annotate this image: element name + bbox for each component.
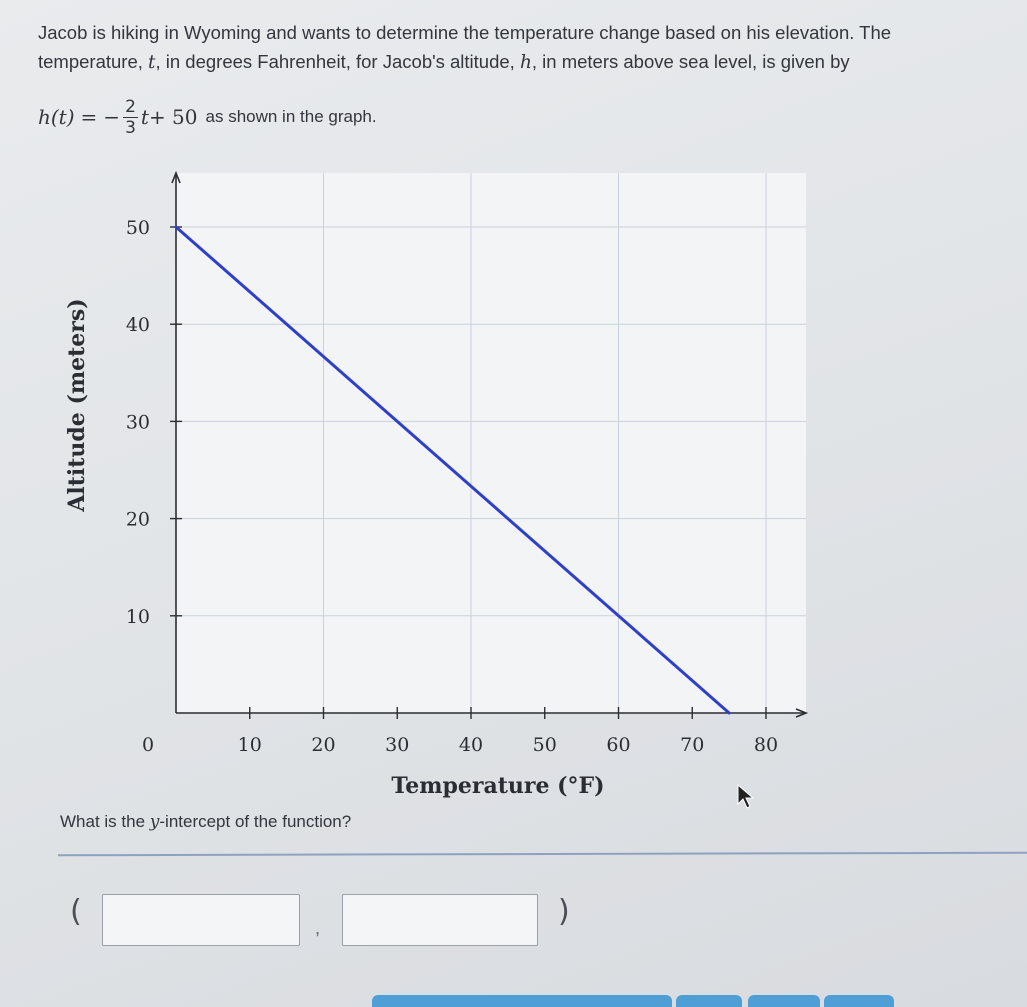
fraction-numerator: 2 (125, 96, 136, 117)
question-prompt (60, 812, 351, 832)
y-tick-label: 10 (125, 605, 150, 628)
x-tick-label: 20 (311, 734, 336, 756)
y-coordinate-input[interactable] (342, 894, 538, 946)
y-tick-label: 40 (125, 314, 150, 337)
question-text-part: temperature, (38, 51, 149, 72)
open-paren: ( (70, 894, 82, 929)
question-line-2 (38, 47, 1013, 77)
x-axis-title: Temperature (°F) (391, 773, 605, 799)
y-tick-label: 30 (125, 411, 150, 434)
x-tick-label: 70 (680, 734, 705, 756)
x-tick-label: 60 (606, 734, 631, 756)
x-tick-label: 30 (385, 734, 410, 756)
prompt-text-part: -intercept of the function? (159, 812, 352, 831)
variable-y: y (149, 812, 160, 832)
close-paren: ) (558, 894, 570, 929)
answer-row (70, 888, 590, 952)
minus-sign: − (103, 105, 121, 129)
toolbar-button[interactable] (748, 995, 820, 1007)
equation-constant: + 50 (148, 105, 198, 129)
variable-t: t (148, 52, 156, 73)
x-tick-label: 80 (753, 734, 779, 756)
comma-separator: , (315, 918, 321, 938)
toolbar-button[interactable] (676, 995, 742, 1007)
line-chart (40, 165, 830, 805)
equation-lhs: h(t) (38, 105, 75, 129)
y-tick-label: 20 (125, 508, 150, 531)
question-text (38, 18, 1013, 77)
divider (58, 852, 1027, 857)
y-axis-title: Altitude (meters) (64, 298, 90, 512)
question-text-part: , in meters above sea level, is given by (531, 51, 850, 72)
question-text-part: , in degrees Fahrenheit, for Jacob's altitude, (155, 51, 520, 72)
x-tick-label: 0 (141, 734, 155, 756)
x-tick-label: 50 (532, 734, 557, 756)
equation-caption: as shown in the graph. (205, 107, 377, 126)
variable-h: h (519, 52, 532, 73)
equals-sign: = (80, 105, 98, 129)
fraction (123, 97, 138, 138)
x-tick-label: 40 (458, 734, 484, 756)
x-coordinate-input[interactable] (102, 894, 300, 946)
equation (38, 86, 377, 148)
equation-variable: t (140, 105, 149, 129)
y-tick-label: 50 (125, 217, 150, 239)
plot-area (176, 173, 806, 713)
prompt-text-part: What is the (60, 812, 150, 831)
fraction-denominator: 3 (125, 117, 136, 138)
toolbar-button[interactable] (372, 995, 672, 1007)
question-line-1: Jacob is hiking in Wyoming and wants to determine the temperature change based on his elevation. The (38, 22, 892, 43)
x-tick-label: 10 (237, 734, 262, 756)
toolbar-button[interactable] (824, 995, 894, 1007)
